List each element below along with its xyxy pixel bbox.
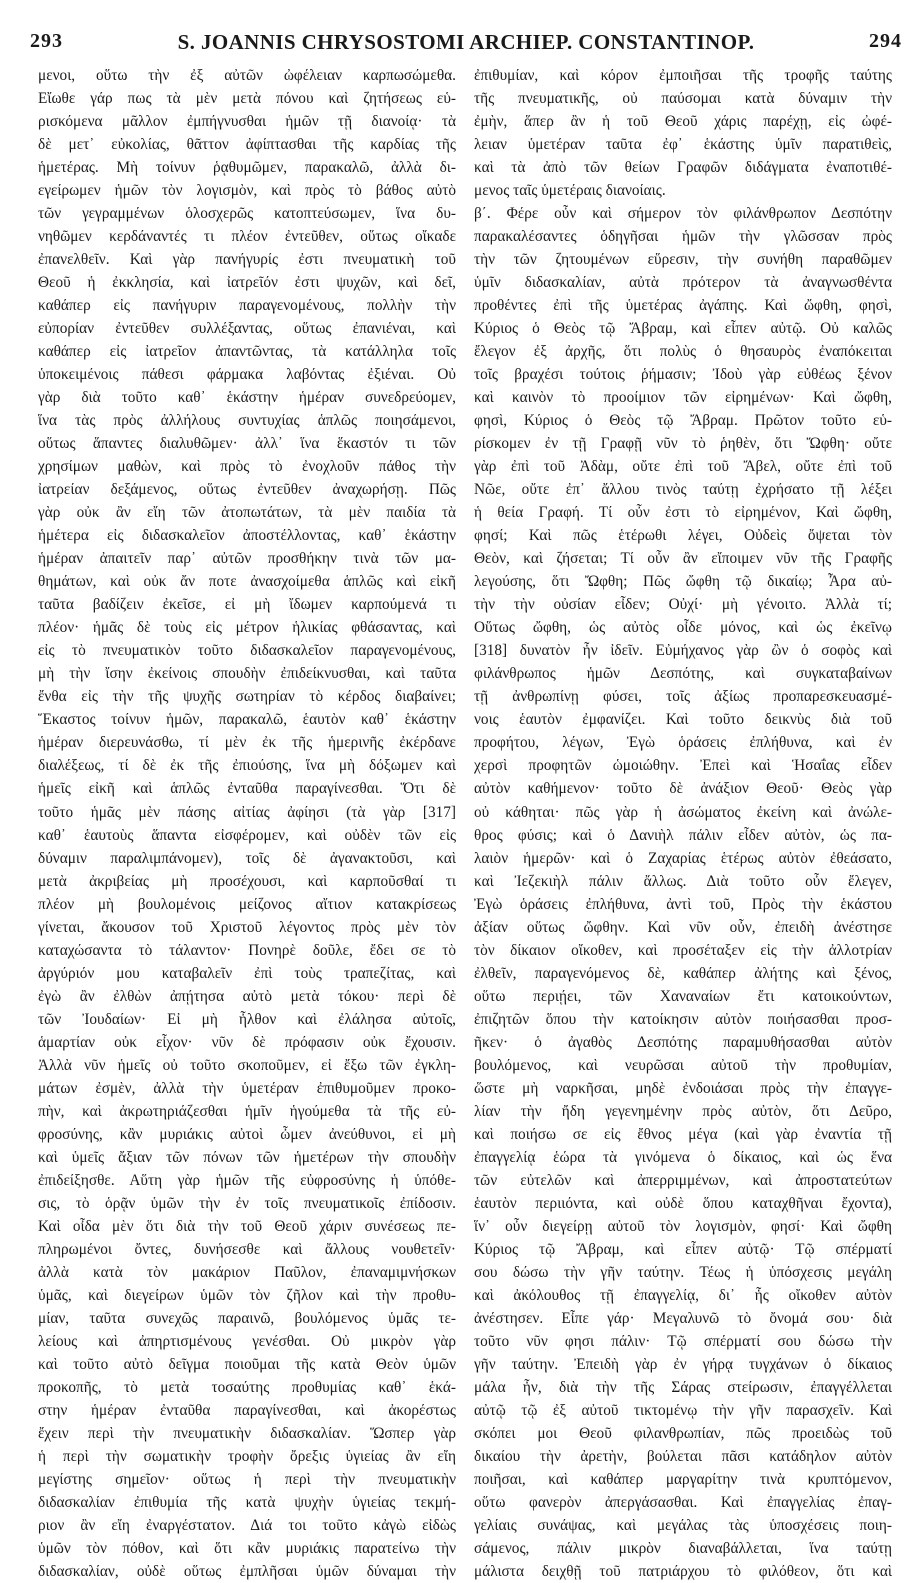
text-line: ἔνθα εἰς τὴν τῆς ψυχῆς σωτηρίαν τὸ κέρδος διαβαίνει; (38, 688, 456, 706)
text-line: Ἕκαστος τοίνυν ἡμῶν, παρακαλῶ, ἑαυτὸν καθ᾽ ἑκάστην (38, 711, 456, 729)
text-line: δύναμιν παραλιμπάνομεν), τοῖς δὲ ἀγανακτοῦσι, καὶ (38, 849, 456, 867)
text-line: παρακαλέσαντες ὁδηγῆσαι ἡμῶν τὴν γλῶσσαν πρὸς (474, 228, 892, 246)
text-line: ἡμέραν ἀπαιτεῖν παρ᾽ αὐτῶν προσθήκην τινὰ τῶν μα- (38, 550, 456, 568)
text-line: μάλα ἦν, διὰ τὴν τῆς Σάρας στείρωσιν, ἐπαγγέλλεται (474, 1378, 892, 1396)
text-line: διδασκαλίαν, οὐδὲ οὕτως ἐμπλῆσαι ὑμῶν δύναμαι τὴν (38, 1563, 456, 1581)
text-line: καὶ καινὸν τὸ προοίμιον τῶν εἰρημένων· Καὶ ὤφθη, (474, 389, 892, 407)
text-line: καὶ Ἰεζεκιὴλ πάλιν ἄλλως. Διὰ τοῦτο οὖν ἔλεγεν, (474, 872, 892, 890)
text-line: τὴν τῶν ζητουμένων εὕρεσιν, τὴν συνήθη παραθῶμεν (474, 251, 892, 269)
text-line: νοις ἑαυτὸν ἐμφανίζει. Καὶ τοῦτο δεικνὺς διὰ τοῦ (474, 711, 892, 729)
text-line: ἡμέτερα εἰς διδασκαλεῖον ἀποστέλλοντας, καθ᾽ ἑκάστην (38, 527, 456, 545)
text-line: καὶ τὰ ἀπὸ τῶν θείων Γραφῶν διδάγματα ἐναποτιθέ- (474, 159, 892, 177)
text-line: μεγίστης σημεῖον· οὕτως ἡ περὶ τὴν πνευματικὴν (38, 1470, 456, 1488)
text-line: ἀλλὰ κατὰ τὸν μακάριον Παῦλον, ἐπαναμιμνήσκων (38, 1263, 456, 1281)
text-line: Ἀλλὰ νῦν ἡμεῖς οὐ τοῦτο σκοποῦμεν, εἰ ἔξω τῶν ἐγκλη- (38, 1056, 456, 1074)
text-line: μενοι, οὕτω τὴν ἐξ αὐτῶν ὠφέλειαν καρπωσώμεθα. (38, 67, 456, 84)
text-line: ὑποκειμένοις πάθεσι φάρμακα λαβόντας ἐξιέναι. Οὐ (38, 366, 456, 384)
text-line: καὶ ἀκόλουθος τῇ ἐπαγγελίᾳ, δι᾽ ἧς οἴκοθεν αὐτὸν (474, 1286, 892, 1304)
text-line: ἐλθεῖν, παραγενόμενος δὲ, καθάπερ ἀλήτης καὶ ξένος, (474, 964, 892, 982)
text-line: Εἴωθε γάρ πως τὰ μὲν μετὰ πόνου καὶ ζητήσεως εὑ- (38, 90, 456, 108)
text-line: ἁμαρτίαν οὐκ εἶχον· νῦν δὲ πρόφασιν οὐκ ἔχουσιν. (38, 1033, 456, 1051)
text-line: ἑαυτὸν περιιόντα, καὶ οὐδὲ ὅπου καταχθῆναι ἔχοντα), (474, 1194, 892, 1212)
text-line: εἰς τὸ πνευματικὸν τοῦτο διδασκαλεῖον παραγενομένους, (38, 642, 456, 660)
right-text-column (474, 64, 892, 1583)
text-line: [318] δυνατὸν ἦν ἰδεῖν. Εὐμήχανος γὰρ ὢν ὁ σοφὸς καὶ (474, 642, 892, 660)
text-line: σις, τὸ ὁρᾷν ὑμῶν τὴν ἐν τοῖς πνευματικοῖς ἐπίδοσιν. (38, 1194, 456, 1212)
text-line: τοῦτο ἡμᾶς μὲν πάσης αἰτίας ἀφίησι (τὰ γὰρ [317] (38, 803, 456, 821)
text-line: καταχώσαντα τὸ τάλαντον· Πονηρὲ δοῦλε, ἔδει σε τὸ (38, 941, 456, 959)
text-line: τῶν γεγραμμένων ὁλοσχερῶς κατοπτεύσωμεν, ἵνα δυ- (38, 205, 456, 223)
text-line: ποιῆσαι, καὶ καθάπερ μαργαρίτην τινὰ κρυπτόμενον, (474, 1470, 892, 1488)
text-line: γὰρ οὐκ ἂν εἴη τῶν ἀτοπωτάτων, τὰ μὲν παιδία τὰ (38, 504, 456, 522)
text-line: ρισκόμενα μᾶλλον ἐμπήγνυσθαι ἡμῶν τῇ διανοίᾳ· τὰ (38, 113, 456, 131)
running-title: S. JOANNIS CHRYSOSTOMI ARCHIEP. CONSTANTINOP. (177, 30, 755, 54)
text-line: μὴ τὴν ἴσην ἐκείνοις σπουδὴν ἐπιδείκνυσθαι, καὶ ταῦτα (38, 665, 456, 683)
text-line: λίαν τὴν ἤδη γεγενημένην πρὸς αὐτὸν, ὅτι Δεῦρο, (474, 1102, 892, 1120)
text-line: χρησίμων μαθὼν, καὶ πρὸς τὸ ἐνοχλοῦν πάθος τὴν (38, 458, 456, 476)
page-number-left: 293 (30, 30, 63, 52)
text-line: θρος φύσις; καὶ ὁ Δανιὴλ πάλιν εἶδεν αὐτὸν, ὡς πα- (474, 826, 892, 844)
text-line: μενος ταῖς ὑμετέραις διανοίαις. (474, 182, 666, 200)
text-line: εγείρωμεν ἡμῶν τὸν λογισμὸν, καὶ πρὸς τὸ βάθος αὐτὸ (38, 182, 456, 200)
text-line: καὶ ὑμεῖς ἄξιαν τῶν πόνων τῶν ἡμετέρων τὴν σπουδὴν (38, 1148, 456, 1166)
text-line: ἡμεῖς εἰκῆ καὶ ἁπλῶς ἐνταῦθα παραγίνεσθαι. Ὅτι δὲ (38, 780, 456, 798)
text-line: φιλάνθρωπος ἡμῶν Δεσπότης, καὶ συγκαταβαίνων (474, 665, 892, 683)
text-line: τῶν εὐτελῶν καὶ ἀπερριμμένων, καὶ ἀπροστατεύτων (474, 1171, 892, 1189)
text-line: καθάπερ εἰς ἰατρεῖον ἀπαντῶντας, τὰ κατάλληλα τοῖς (38, 343, 456, 361)
text-line: ἵνα τὰς πρὸς ἀλλήλους συντυχίας ἁπλῶς ποιησάμενοι, (38, 412, 456, 430)
text-line: οὐ κάθηται· πῶς γὰρ ἡ ἀσώματος ἐκείνη καὶ ἀνώλε- (474, 803, 892, 821)
text-line: Ἐγὼ ὁράσεις ἐπλήθυνα, ἀντὶ τοῦ, Πρὸς τὴν ἑκάστου (474, 895, 892, 913)
text-line: δικαίου τὴν ἀρετὴν, βούλεται πᾶσι κατάδηλον αὐτὸν (474, 1447, 892, 1465)
text-line: ρίσκομεν ἐν τῇ Γραφῇ νῦν τὸ ῥηθὲν, ὅτι Ὤφθη· οὔτε (474, 435, 892, 453)
text-line: γὰρ διὰ τοῦτο καθ᾽ ἑκάστην ἡμέραν συνεδρεύομεν, (38, 389, 456, 407)
text-line: ἀνέστησεν. Εἶπε γάρ· Μεγαλυνῶ τὸ ὄνομά σου· διὰ (474, 1309, 892, 1327)
text-line: γὰρ ἐπὶ τοῦ Ἀδὰμ, οὔτε ἐπὶ τοῦ Ἄβελ, οὔτε ἐπὶ τοῦ (474, 458, 892, 476)
text-line: Νῶε, οὔτε ἐπ᾽ ἄλλου τινὸς ταύτῃ ἐχρήσατο τῇ λέξει (474, 481, 892, 499)
page-number-right: 294 (869, 30, 902, 52)
text-line: στην ἡμέραν ἐνταῦθα παραγίνεσθαι, καὶ ἀκορέστως (38, 1401, 456, 1419)
text-line: πλέον· ἡμᾶς δὲ τοὺς εἰς μέτρον ἡλικίας φθάσαντας, καὶ (38, 619, 456, 637)
text-line: λείους καὶ ἀπηρτισμένους γενέσθαι. Οὐ μικρὸν γὰρ (38, 1332, 456, 1350)
text-line: ἐπαγγελίᾳ ἑώρα τὰ γινόμενα ὁ δίκαιος, καὶ ὡς ἕνα (474, 1148, 892, 1166)
text-line: ἐμὴν, ἅπερ ἂν ἡ τοῦ Θεοῦ χάρις παρέχῃ, εἰς ὠφέ- (474, 113, 892, 131)
text-line: καὶ ποιήσω σε εἰς ἔθνος μέγα (καὶ γὰρ ἐναντία τῇ (474, 1125, 892, 1143)
text-line: μάλιστα δειχθῇ τοῦ πατριάρχου τὸ φιλόθεον, ὅτι καὶ (474, 1563, 892, 1581)
text-line: καθάπερ εἰς πανήγυριν παραγενομένους, πολλὴν τὴν (38, 297, 456, 315)
text-line: προκοπῆς, τὸ μετὰ τοσαύτης προθυμίας καθ᾽ ἑκά- (38, 1378, 456, 1396)
text-line: ἐγὼ ἂν ἐλθὼν ἀπῄτησα αὐτὸ μετὰ τόκου· περὶ δὲ (38, 987, 456, 1005)
text-line: ὑμᾶς, καὶ διεγείρων ὑμῶν τὸν ζῆλον καὶ τὴν προθυ- (38, 1286, 456, 1304)
text-line: ἀργύριόν μου καταβαλεῖν ἐπὶ τοὺς τραπεζίτας, καὶ (38, 964, 456, 982)
text-line: φησί; Καὶ πῶς ἑτέρωθι λέγει, Οὐδεὶς ὄψεται τὸν (474, 527, 892, 545)
text-line: ταῦτα βαδίζειν ἐκεῖσε, εἰ μὴ ἴδωμεν καρπούμενά τι (38, 596, 456, 614)
text-line: ἔχειν περὶ τὴν πνευματικὴν διδασκαλίαν. Ὥσπερ γὰρ (38, 1424, 456, 1442)
text-line: Κύριος ὁ Θεὸς τῷ Ἄβραμ, καὶ εἶπεν αὐτῷ. Οὐ καλῶς (474, 320, 892, 338)
text-line: πὴν, καὶ ἀκρωτηριάζεσθαι ἡμῖν ἡγούμεθα τὰ τῆς εὐ- (38, 1102, 456, 1120)
text-line: τὸν δίκαιον οἴκοθεν, καὶ προσέταξεν εἰς τὴν ἀλλοτρίαν (474, 941, 892, 959)
text-line: μίαν, ταῦτα συνεχῶς παραινῶ, βουλόμενος ὑμᾶς τε- (38, 1309, 456, 1327)
text-line: β΄. Φέρε οὖν καὶ σήμερον τὸν φιλάνθρωπον Δεσπότην (474, 205, 892, 223)
text-line: Κύριος τῷ Ἄβραμ, καὶ εἶπεν αὐτῷ· Τῷ σπέρματί (474, 1240, 892, 1258)
text-line: Θεὸν, καὶ ζήσεται; Τί οὖν ἂν εἴποιμεν νῦν τῆς Γραφῆς (474, 550, 892, 568)
text-line: αὐτῷ τῷ ἐξ αὐτοῦ τικτομένῳ τὴν γῆν παρασχεῖν. Καὶ (474, 1401, 892, 1419)
text-line: ἐπιθυμίαν, καὶ κόρον ἐμποιῆσαι τῆς τροφῆς ταύτης (474, 67, 892, 84)
text-line: τῆς πνευματικῆς, οὐ παύσομαι κατὰ δύναμιν τὴν (474, 90, 892, 108)
text-line: ἐπιζητῶν ὅπου τὴν κατοίκησιν αὐτὸν ποιήσασθαι προσ- (474, 1010, 892, 1028)
text-line: τὴν τὴν οὐσίαν εἶδεν; Οὐχί· μὴ γένοιτο. Ἀλλὰ τί; (474, 596, 892, 614)
running-header (30, 30, 902, 56)
text-line: μάτων ἐσμὲν, ἀλλὰ τὴν ὑμετέραν ἐπιθυμοῦμεν προκο- (38, 1079, 456, 1097)
text-line: γῆν ταύτην. Ἐπειδὴ γὰρ ἐν γήρᾳ τυγχάνων ὁ δίκαιος (474, 1355, 892, 1373)
text-line: γελίαις συνάψας, καὶ μεγάλας τὰς ὑποσχέσεις ποιη- (474, 1516, 892, 1534)
text-line: Καὶ οἶδα μὲν ὅτι διὰ τὴν τοῦ Θεοῦ χάριν συνέσεως πε- (38, 1217, 456, 1235)
text-line: αὐτὸν καθήμενον· τοῦτο δὲ ἀνάξιον Θεοῦ· Θεὸς γὰρ (474, 780, 892, 798)
text-line: λειαν ὑμετέραν ταῦτα ἐφ᾽ ἑκάστης ὑμῖν παρατιθεὶς, (474, 136, 892, 154)
text-line: διαλέξεως, τί δὲ ἐκ τῆς ἐπιούσης, ἵνα μὴ δόξωμεν καὶ (38, 757, 456, 775)
text-line: χερσὶ προφητῶν ὡμοιώθην. Ἐπεὶ καὶ Ἡσαΐας εἶδεν (474, 757, 892, 775)
text-line: λαιὸν ἡμερῶν· καὶ ὁ Ζαχαρίας ἑτέρως αὐτὸν ἐθεάσατο, (474, 849, 892, 867)
text-line: Θεοῦ ἡ ἐκκλησία, καὶ ἰατρεῖόν ἐστι ψυχῶν, καὶ δεῖ, (38, 274, 456, 292)
text-line: προθέντες ἐπὶ τῆς ὑμετέρας ἀγάπης. Καὶ ὤφθη, φησὶ, (474, 297, 892, 315)
text-line: εὐπορίαν ἐντεῦθεν συλλέξαντας, οὕτως ἐπανιέναι, καὶ (38, 320, 456, 338)
text-line: φησὶ, Κύριος ὁ Θεὸς τῷ Ἄβραμ. Πρῶτον τοῦτο εὑ- (474, 412, 892, 430)
text-line: ἐπιδείξησθε. Αὕτη γὰρ ἡμῶν τῆς εὐφροσύνης ἡ ὑπόθε- (38, 1171, 456, 1189)
text-line: ἀξίαν οὕτως ὤφθην. Καὶ νῦν οὖν, ἐπειδὴ ἀνέστησε (474, 918, 892, 936)
text-line: τοῖς βραχέσι τούτοις ῥήμασιν; Ἰδοὺ γὰρ εὐθέως ξένον (474, 366, 892, 384)
text-line: μετὰ ἀκριβείας μὴ προσέχουσι, καὶ καρποῦσθαί τι (38, 872, 456, 890)
text-line: ἐπανελθεῖν. Καὶ γὰρ πανήγυρίς ἐστι πνευματικὴ τοῦ (38, 251, 456, 269)
text-line: οὕτω φανερὸν ἀπεργάσασθαι. Καὶ ἐπαγγελίας ἐπαγ- (474, 1493, 892, 1511)
text-line: προφήτου, λέγων, Ἐγὼ ὁράσεις ἐπλήθυνα, καὶ ἐν (474, 734, 892, 752)
text-line: πλέον μὴ βουλομένοις μείζονος αἴτιον κατακρίσεως (38, 895, 456, 913)
text-line: ἡ θεία Γραφή. Τί οὖν ἐστι τὸ εἰρημένον, Καὶ ὤφθη, (474, 504, 892, 522)
text-line: λεγούσης, ὅτι Ὤφθη; Πῶς ὤφθη τῷ δικαίῳ; Ἆρα αὐ- (474, 573, 892, 591)
text-line: καὶ τοῦτο αὐτὸ δεῖγμα ποιοῦμαι τῆς κατὰ Θεὸν ὑμῶν (38, 1355, 456, 1373)
text-line: ἔλεγον ἐξ ἀρχῆς, ὅτι πολὺς ὁ θησαυρὸς ἐναπόκειται (474, 343, 892, 361)
text-line: οὕτω περιῄει, τῶν Χαναναίων ἔτι κατοικούντων, (474, 987, 892, 1005)
text-line: ῆκεν· ὁ ἀγαθὸς Δεσπότης παραμυθήσασθαι αὐτὸν (474, 1033, 892, 1051)
text-line: διδασκαλίαν ἐπιθυμία τῆς κατὰ ψυχὴν ὑγιείας τεκμή- (38, 1493, 456, 1511)
text-line: σου δώσω τὴν γῆν ταύτην. Τέως ἡ ὑπόσχεσις μεγάλη (474, 1263, 892, 1281)
left-text-column (38, 64, 456, 1583)
text-line: θημάτων, καὶ οὐκ ἄν ποτε ἀνασχοίμεθα ἁπλῶς καὶ εἰκῆ (38, 573, 456, 591)
text-line: ὥστε μὴ ναρκῆσαι, μηδὲ ἐνδοιάσαι πρὸς τὴν ἐπαγγε- (474, 1079, 892, 1097)
text-line: δὲ μετ᾽ εὐκολίας, θᾶττον ἀφίπτασθαι τῆς καρδίας τῆς (38, 136, 456, 154)
text-line: τῶν Ἰουδαίων· Εἰ μὴ ἦλθον καὶ ἐλάλησα αὐτοῖς, (38, 1010, 456, 1028)
text-line: ἰατρείαν δεξάμενος, οὕτως ἐντεῦθεν ἀναχωρήσῃ. Πῶς (38, 481, 456, 499)
text-line: οὕτως ἅπαντες διαλυθῶμεν· ἀλλ᾽ ἵνα ἕκαστόν τι τῶν (38, 435, 456, 453)
text-line: Οὕτως ὤφθη, ὡς αὐτὸς οἶδε μόνος, καὶ ὡς ἐκεῖνῳ (474, 619, 892, 637)
text-line: βουλόμενος, καὶ νευρῶσαι αὐτοῦ τὴν προθυμίαν, (474, 1056, 892, 1074)
text-line: νηθῶμεν κερδάναντές τι πλέον ἐντεῦθεν, οὕτως οἴκαδε (38, 228, 456, 246)
text-line: καθ᾽ ἑαυτοὺς ἅπαντα εἰσφέρομεν, καὶ οὐδὲν τῶν εἰς (38, 826, 456, 844)
text-line: τῇ ἀνθρωπίνῃ φύσει, τοῖς ἀξίως προπαρεσκευασμέ- (474, 688, 892, 706)
text-line: ἡμετέρας. Μὴ τοίνυν ῥᾳθυμῶμεν, παρακαλῶ, ἀλλὰ δι- (38, 159, 456, 177)
text-line: ὑμῶν τὸν πόθον, καὶ ὅτι κἂν μυριάκις παρατείνω τὴν (38, 1540, 456, 1557)
text-line: πληρωμένοι ὄντες, δυνήσεσθε καὶ ἄλλους νουθετεῖν· (38, 1240, 456, 1258)
text-line: ἵν᾽ οὖν διεγείρῃ αὐτοῦ τὸν λογισμὸν, φησί· Καὶ ὤφθη (474, 1217, 892, 1235)
text-line: ἡμέραν διερευνάσθω, τί μὲν ἐκ τῆς ἡμερινῆς ἐκέρδανε (38, 734, 456, 752)
text-line: φροσύνης, κἂν μυριάκις αὐτοὶ ὦμεν ἀνεύθυνοι, εἰ μὴ (38, 1125, 456, 1143)
text-line: σάμενος, πάλιν μικρὸν διαναβάλλεται, ἵνα ταύτῃ (474, 1540, 892, 1557)
text-line: ὑμῖν διδασκαλίαν, αὐτὰ πρότερον τὰ ἀναγνωσθέντα (474, 274, 892, 292)
text-line: γίνεται, ἄκουσον τοῦ Χριστοῦ λέγοντος πρὸς μὲν τὸν (38, 918, 456, 936)
text-line: ριον ἂν εἴη ἐναργέστατον. Διά τοι τοῦτο κἀγὼ εἰδὼς (38, 1516, 456, 1534)
text-line: σκόπει μοι Θεοῦ φιλανθρωπίαν, πῶς προειδὼς τοῦ (474, 1424, 892, 1442)
text-line: τοῦτο νῦν φησι πάλιν· Τῷ σπέρματί σου δώσω τὴν (474, 1332, 892, 1350)
text-line: ἡ περὶ τὴν σωματικὴν τροφὴν ὄρεξις ὑγιείας ἂν εἴη (38, 1447, 456, 1465)
